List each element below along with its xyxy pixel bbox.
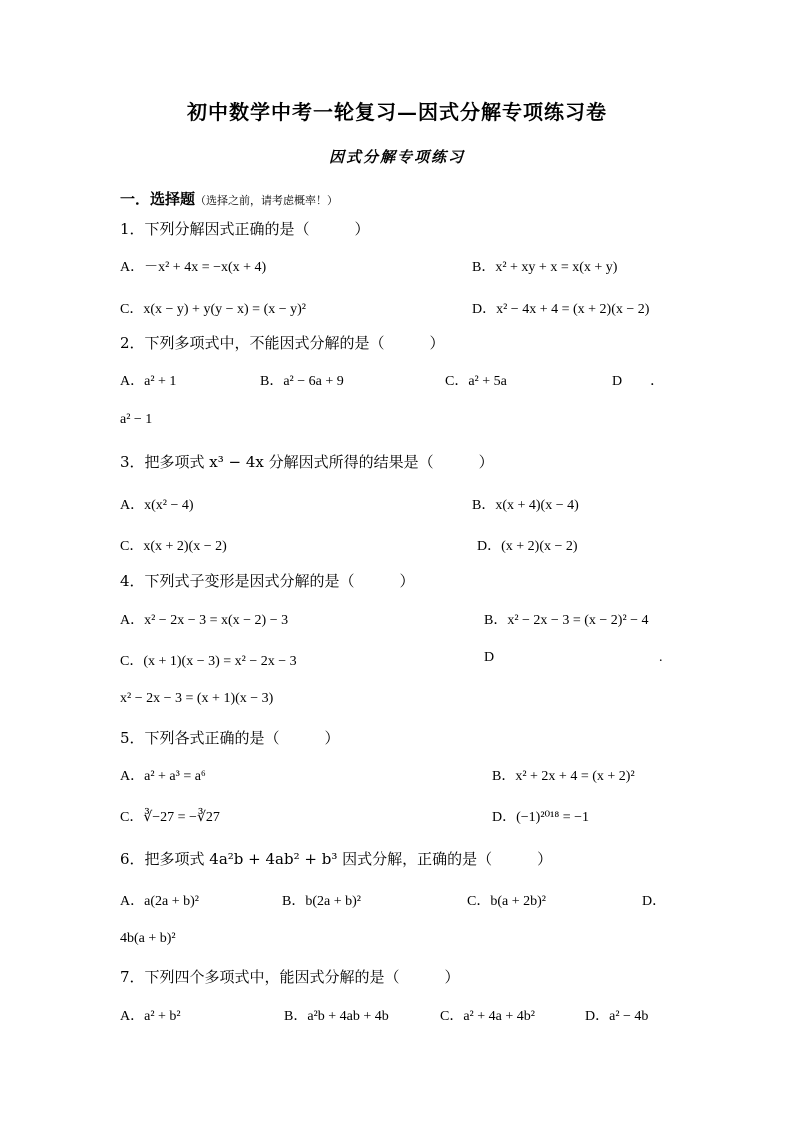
question-5-option-b: B．x² + 2x + 4 = (x + 2)² [492,769,635,784]
question-3-option-c: C．x(x + 2)(x − 2) [120,539,227,554]
question-1-option-c: C．x(x − y) + y(y − x) = (x − y)² [120,302,306,317]
question-3-option-a: A．x(x² − 4) [120,498,194,513]
question-4-option-d-label: D [484,650,495,665]
question-6-stem: 6．把多项式 4a²b + 4ab² + b³ 因式分解，正确的是（ ） [120,850,553,868]
question-1-option-a: A．－x² + 4x = −x(x + 4) [120,260,267,275]
question-6-option-d: 4b(a + b)² [120,931,176,946]
question-6-option-b: B．b(2a + b)² [282,894,361,909]
question-7-option-b: B．a²b + 4ab + 4b [284,1009,389,1024]
question-2-option-a: A．a² + 1 [120,374,177,389]
question-5-option-d: D．(−1)²⁰¹⁸ = −1 [492,810,590,825]
question-2-option-b: B．a² − 6a + 9 [260,374,344,389]
question-2-stem: 2．下列多项式中，不能因式分解的是（ ） [120,334,445,352]
question-2-option-d-label: D ． [612,374,665,389]
question-6-option-d-label: D． [642,894,667,909]
question-3-option-b: B．x(x + 4)(x − 4) [472,498,579,513]
question-7-stem: 7．下列四个多项式中，能因式分解的是（ ） [120,968,460,986]
question-4-option-a: A．x² − 2x − 3 = x(x − 2) − 3 [120,613,289,628]
section-note: （选择之前，请考虑概率！） [195,194,339,207]
question-1-option-d: D．x² − 4x + 4 = (x + 2)(x − 2) [472,302,650,317]
question-5-option-a: A．a² + a³ = a⁶ [120,769,206,784]
question-7-option-c: C．a² + 4a + 4b² [440,1009,535,1024]
section-label: 一．选择题 [120,190,196,208]
question-3-stem: 3．把多项式 x³ − 4x 分解因式所得的结果是（ ） [120,453,494,471]
question-7-option-d: D．a² − 4b [585,1009,649,1024]
question-4-option-b: B．x² − 2x − 3 = (x − 2)² − 4 [484,613,649,628]
question-7-option-a: A．a² + b² [120,1009,181,1024]
question-3-option-d: D．(x + 2)(x − 2) [477,539,578,554]
question-4-option-d: x² − 2x − 3 = (x + 1)(x − 3) [120,691,274,706]
question-5-option-c: C．∛−27 = −∛27 [120,810,220,825]
question-4-option-c: C．(x + 1)(x − 3) = x² − 2x − 3 [120,654,297,669]
question-2-option-c: C．a² + 5a [445,374,507,389]
question-5-stem: 5．下列各式正确的是（ ） [120,729,340,747]
question-6-option-a: A．a(2a + b)² [120,894,199,909]
question-4-stem: 4．下列式子变形是因式分解的是（ ） [120,572,415,590]
question-2-option-d: a² − 1 [120,412,153,427]
document-title: 初中数学中考一轮复习—因式分解专项练习卷 [187,100,607,124]
question-4-option-d-dot: . [659,650,663,665]
question-6-option-c: C．b(a + 2b)² [467,894,546,909]
document-subtitle: 因式分解专项练习 [328,148,465,166]
section-heading [120,188,338,209]
question-1-stem: 1．下列分解因式正确的是（ ） [120,220,370,238]
question-1-option-b: B．x² + xy + x = x(x + y) [472,260,618,275]
